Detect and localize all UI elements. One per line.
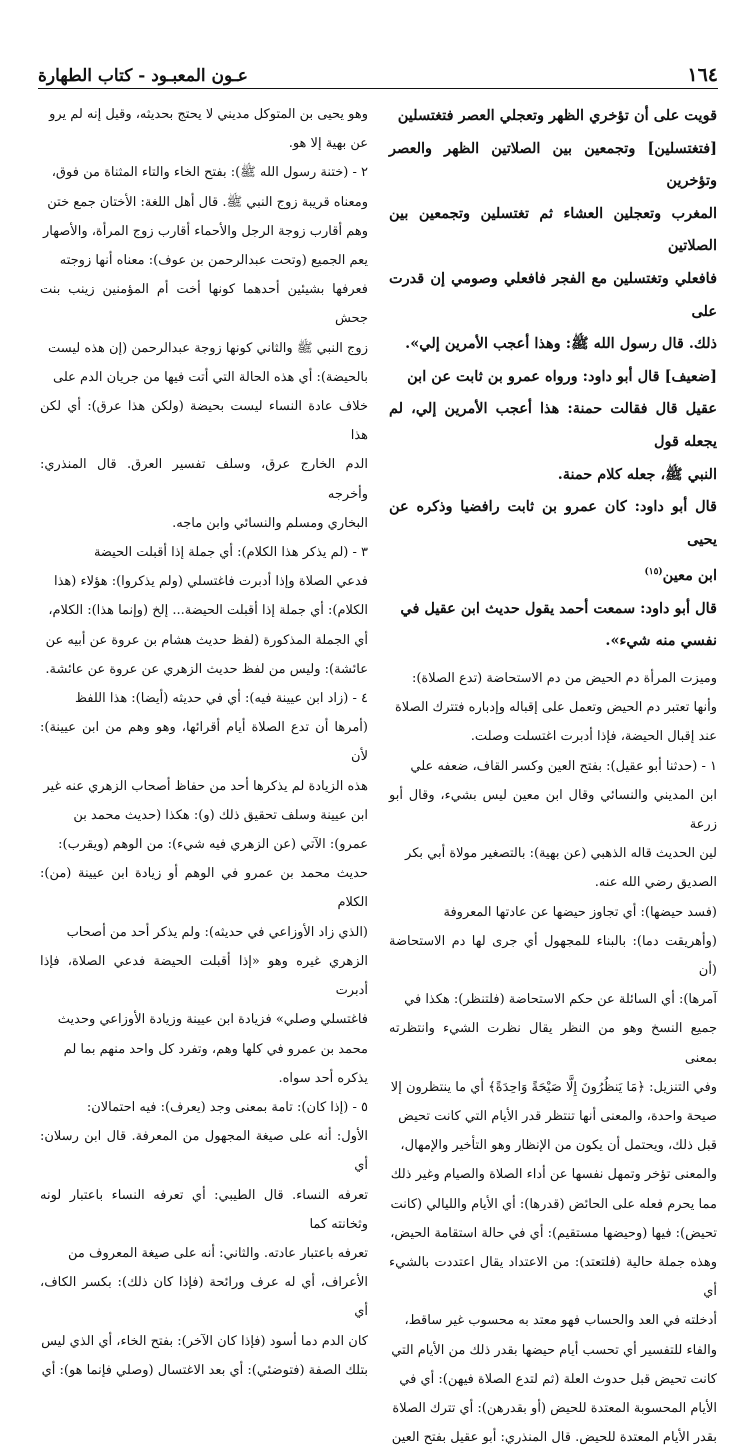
grade-line: [389, 361, 717, 394]
commentary-line: (وأهريقت دما): بالبناء للمجهول أي جرى لها دم الاستحاضة (أن: [389, 933, 717, 978]
commentary-line: عائشة): وليس من لفظ حديث الزهري عن عروة عن عائشة.: [45, 661, 368, 677]
commentary-line: محمد بن عمرو في كلها وهم، وتفرد كل واحد منهم بما لم: [63, 1041, 368, 1057]
commentary-line: الأول: أنه على صيغة المجهول من المعرفة. قال ابن رسلان: أي: [40, 1129, 368, 1174]
commentary-line: تعرفه باعتبار عادته. والثاني: أنه على صيغة المعروف من: [68, 1245, 368, 1261]
commentary-line: يذكره أحد سواه.: [278, 1070, 368, 1086]
commentary-line: والمعنى تؤخر وتمهل نفسها عن أداء الصلاة والصيام وغير ذلك: [390, 1167, 717, 1183]
commentary-line: البخاري ومسلم والنسائي وابن ماجه.: [172, 515, 368, 531]
commentary-line: آمرها): أي السائلة عن حكم الاستحاضة (فلتنظر): هكذا في: [404, 992, 717, 1008]
commentary-line: عند إقبال الحيضة، فإذا أدبرت اغتسلت وصلت.: [470, 729, 717, 745]
commentary-line: الأيام المحسوبة المعتدة للحيض (أو بقدرهن): أي تترك الصلاة: [392, 1401, 717, 1416]
hadith-line: فافعلي وتغتسلين مع الفجر فافعلي وصومي إن قدرت على: [389, 269, 717, 320]
commentary-line: ومعناه قريبة زوج النبي ﷺ. قال أهل اللغة: الأختان جمع ختن: [47, 194, 368, 210]
commentary-line: الزهري غيره وهو «إذا أقبلت الحيضة فدعي الصلاة، فإذا أدبرت: [40, 953, 368, 999]
commentary-line: عن بهية إلا هو.: [288, 136, 368, 152]
commentary-line: يعم الجميع (وتحت عبدالرحمن بن عوف): معناه أنها زوجته: [59, 253, 368, 269]
commentary-line: (الذي زاد الأوزاعي في حديثه): ولم يذكر أحد من أصحاب: [66, 924, 368, 940]
narrator-name: ابن معين: [662, 567, 717, 585]
commentary-line: الصديق رضي الله عنه.: [594, 875, 717, 891]
commentary-line: قبل ذلك، ويحتمل أن يكون من الإنظار وهو التأخير والإمهال،: [400, 1138, 717, 1154]
commentary-line: ابن عيينة وسلف تحقيق ذلك (و): هكذا (حديث محمد بن: [73, 807, 368, 823]
commentary-line: ٢ - (ختنة رسول الله ﷺ): بفتح الخاء والتاء المثناة من فوق،: [51, 165, 368, 181]
commentary-line: عمرو): الآتي (عن الزهري فيه شيء): من الوهم (ويقرب):: [58, 837, 368, 853]
commentary-line: بالحيضة): أي هذه الحالة التي أتت فيها من جريان الدم على: [53, 369, 368, 385]
commentary-line: الدم الخارج عرق، وسلف تفسير العرق. قال المنذري: وأخرجه: [40, 457, 368, 502]
commentary-line: خلاف عادة النساء ليست بحيضة (ولكن هذا عرق): أي لكن هذا: [40, 399, 368, 444]
hadith-line: [فتغتسلين] وتجمعين بين الصلاتين الظهر والعصر وتؤخرين: [389, 139, 717, 190]
commentary-line: تعرفه النساء. قال الطيبي: أي تعرفه النساء باعتبار لونه وثخانته كما: [40, 1187, 368, 1232]
commentary-line: جميع النسخ وهو من النظر يقال نظرت الشيء وانتظرته بمعنى: [389, 1021, 717, 1066]
hadith-line: المغرب وتعجلين العشاء ثم تغتسلين وتجمعين بين الصلاتين: [389, 204, 717, 255]
commentary-line: وميزت المرأة دم الحيض من دم الاستحاضة (تدع الصلاة):: [411, 670, 717, 686]
commentary-line: لين الحديث قاله الذهبي (عن بهية): بالتصغير مولاة أبي بكر: [405, 846, 717, 862]
commentary-line: وأنها تعتبر دم الحيض وتعمل على إقباله وإدباره فتترك الصلاة: [395, 700, 717, 716]
left-column: [40, 100, 368, 1378]
page-header: [38, 52, 718, 86]
hadith-line: نفسي منه شيء».: [605, 632, 717, 650]
hadith-text: [389, 100, 717, 658]
commentary-line: صيحة واحدة، والمعنى أنها تنتظر قدر الأيام التي كانت تحيض: [398, 1108, 717, 1124]
commentary-line: وفي التنزيل: ﴿مَا يَنظُرُونَ إِلَّا صَيْحَةً وَاحِدَةً﴾ أي ما ينتظرون إلا: [390, 1079, 717, 1095]
commentary-line: فدعي الصلاة وإذا أدبرت فاغتسلي (ولم يذكروا): هؤلاء (هذا: [53, 574, 368, 590]
hadith-line: النبي ﷺ، جعله كلام حمنة.: [557, 465, 717, 483]
commentary-line: ٤ - (زاد ابن عيينة فيه): أي في حديثه (أيضا): هذا اللفظ: [74, 691, 368, 707]
commentary-line: ابن المديني والنسائي وقال ابن معين ليس بشيء، وقال أبو زرعة: [389, 787, 717, 832]
commentary-line: حديث محمد بن عمرو في الوهم أو زيادة ابن عيينة (من): الكلام: [40, 866, 368, 911]
commentary-line: كانت تحيض قبل حدوث العلة (ثم لتدع الصلاة فيهن): أي في: [399, 1371, 717, 1387]
grade-text: قال أبو داود: ورواه عمرو بن ثابت عن ابن: [407, 367, 660, 385]
commentary-line: فعرفها بشيئين أحدهما كونها أخت أم المؤمنين زينب بنت جحش: [40, 282, 368, 327]
hadith-line: قال أبو داود: سمعت أحمد يقول حديث ابن عقيل في: [400, 599, 717, 617]
hadith-line: قويت على أن تؤخري الظهر وتعجلي العصر فتغتسلين: [397, 107, 717, 124]
commentary-line: الأعراف، أي له عرف ورائحة (فإذا كان ذلك): بكسر الكاف، أي: [40, 1275, 368, 1320]
commentary-line: (أمرها أن تدع الصلاة أيام أقرائها، وهو وهم من ابن عيينة): لأن: [40, 720, 368, 765]
commentary: [389, 664, 717, 1452]
hadith-line: قال أبو داود: كان عمرو بن ثابت رافضيا وذكره عن يحيى: [389, 498, 717, 548]
commentary-line: (فسد حيضها): أي تجاوز حيضها عن عادتها المعروفة: [443, 904, 717, 920]
commentary-line: زوج النبي ﷺ والثاني كونها زوجة عبدالرحمن (إن هذه ليست: [48, 340, 368, 356]
commentary-line: ٥ - (إذا كان): تامة بمعنى وجد (يعرف): فيه احتمالان:: [86, 1099, 368, 1115]
footnote-marker: (١٥): [644, 567, 663, 578]
grade-label: [ضعيف]: [664, 367, 717, 385]
commentary-line: تحيض): فيها (وحيضها مستقيم): أي في حالة استقامة الحيض،: [390, 1225, 717, 1241]
commentary-line: ٣ - (لم يذكر هذا الكلام): أي جملة إذا أقبلت الحيضة: [93, 545, 368, 561]
commentary-line: والفاء للتفسير أي تحسب أيام حيضها بقدر ذلك من الأيام التي: [391, 1342, 717, 1358]
commentary-line: ١ - (حدثنا أبو عقيل): بفتح العين وكسر القاف، ضعفه علي: [410, 758, 717, 774]
header-rule: [38, 88, 718, 89]
commentary-line: الكلام): أي جملة إذا أقبلت الحيضة... إلخ (وإنما هذا): الكلام،: [48, 603, 368, 619]
right-column: [389, 100, 717, 1446]
hadith-line: ذلك. قال رسول الله ﷺ: وهذا أعجب الأمرين إلي».: [405, 335, 717, 353]
commentary-line: فاغتسلي وصلي» فزيادة ابن عيينة وزيادة الأوزاعي وحديث: [57, 1012, 368, 1028]
hadith-line: عقيل قال فقالت حمنة: هذا أعجب الأمرين إلي، لم يجعله قول: [389, 400, 717, 450]
commentary-line: أي الجملة المذكورة (لفظ حديث هشام بن عروة عن أبيه عن: [45, 632, 368, 648]
running-title: عـون المعبـود - كتاب الطهارة: [38, 66, 248, 86]
commentary-line: بقدر الأيام المعتدة للحيض. قال المنذري: أبو عقيل بفتح العين: [391, 1430, 717, 1446]
commentary-line: بتلك الصفة (فتوضئي): أي بعد الاغتسال (وصلي فإنما هو): أي: [41, 1362, 368, 1378]
page-number: ١٦٤: [687, 64, 718, 86]
commentary-line: وهو يحيى بن المتوكل مديني لا يحتج بحديثه، وقيل إنه لم يرو: [49, 107, 368, 122]
commentary-line: مما يحرم فعله على الحائض (قدرها): أي الأيام والليالي (كانت: [390, 1196, 717, 1212]
commentary-line: هذه الزيادة لم يذكرها أحد من حفاظ أصحاب الزهري عنه غير: [43, 778, 368, 794]
hadith-line: [389, 556, 717, 592]
commentary-line: وهم أقارب زوجة الرجل والأحماء أقارب زوج المرأة، والأصهار: [43, 223, 368, 239]
commentary-line: أدخلته في العد والحساب فهو معتد به محسوب غير ساقط،: [404, 1313, 717, 1329]
commentary-line: كان الدم دما أسود (فإذا كان الآخر): بفتح الخاء، أي الذي ليس: [41, 1333, 368, 1349]
commentary-line: وهذه جملة حالية (فلتعتد): من الاعتداد يقال اعتددت بالشيء أي: [389, 1254, 717, 1300]
